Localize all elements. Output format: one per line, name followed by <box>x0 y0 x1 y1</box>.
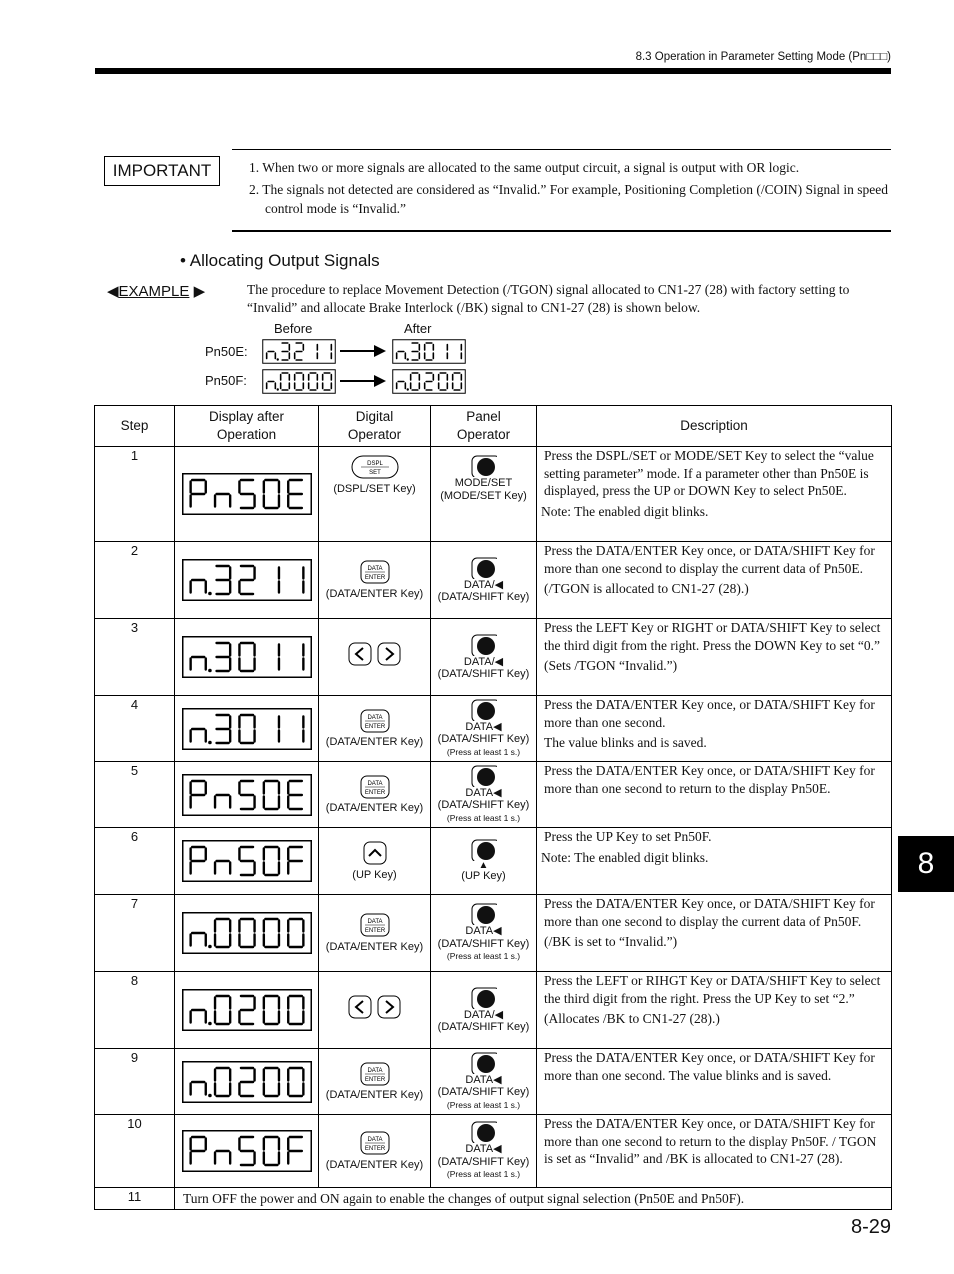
pn50e-before-display <box>262 339 336 364</box>
header-panel: Panel Operator <box>431 406 537 447</box>
panel-key-label: (Press at least 1 s.) <box>446 1169 521 1180</box>
panel-round-key-icon[interactable] <box>471 765 497 787</box>
key-text: DATA <box>366 714 383 721</box>
panel-key-label: (Press at least 1 s.) <box>446 746 521 757</box>
key-text: ENTER <box>364 1076 385 1083</box>
panel-round-key-icon[interactable] <box>471 987 497 1009</box>
panel-key-label: MODE/SET <box>454 477 513 489</box>
panel-key-label: (DATA/SHIFT Key) <box>437 799 530 812</box>
step-description: Press the DATA/ENTER Key once, or DATA/SHIFT Key for more than one second to display the current data of Pn50F. <box>544 896 875 929</box>
step-number: 5 <box>95 762 175 828</box>
panel-key-label: DATA/◀ <box>463 578 504 591</box>
pn50f-label: Pn50F: <box>205 373 247 388</box>
data-enter-key-icon[interactable] <box>360 775 390 799</box>
panel-key-label: (Press at least 1 s.) <box>446 951 521 962</box>
key-text: DATA <box>366 566 383 572</box>
description-cell <box>537 1115 892 1188</box>
pn50e-label: Pn50E: <box>205 344 248 359</box>
panel-operator-cell <box>431 762 537 828</box>
panel-operator-cell <box>431 619 537 696</box>
right-triangle-icon: ▶ <box>189 283 206 300</box>
key-text: ENTER <box>364 1146 385 1152</box>
display-cell <box>175 828 319 895</box>
panel-round-key-icon[interactable] <box>471 699 497 721</box>
step-extra: (Allocates /BK to CN1-27 (28).) <box>544 1011 720 1026</box>
digital-operator-cell <box>319 895 431 972</box>
key-text: SET <box>368 470 381 476</box>
table-row <box>95 696 892 762</box>
step-description: Press the LEFT Key or RIGHT or DATA/SHIFT Key to select the third digit from the right. Press the DOWN Key to set “0.” <box>544 620 881 653</box>
display-cell <box>175 895 319 972</box>
key-text: DATA <box>366 919 383 925</box>
panel-key-label: (Press at least 1 s.) <box>446 812 521 823</box>
running-header: 8.3 Operation in Parameter Setting Mode (Pn□□□) <box>635 51 891 63</box>
panel-key-label: (MODE/SET Key) <box>440 489 527 502</box>
description-cell <box>537 542 892 619</box>
panel-round-key-icon[interactable] <box>471 903 497 925</box>
table-header-row <box>95 406 892 447</box>
panel-round-key-icon[interactable] <box>471 634 497 656</box>
seven-segment-display <box>182 840 312 882</box>
digital-operator-cell <box>319 972 431 1049</box>
key-text: DSPL <box>366 461 383 467</box>
seven-segment-display <box>182 989 312 1031</box>
panel-operator-cell <box>431 447 537 542</box>
left-right-keys-icon[interactable] <box>348 995 402 1021</box>
description-cell <box>537 447 892 542</box>
key-text: DATA <box>366 780 383 787</box>
panel-round-key-icon[interactable] <box>471 839 497 861</box>
step-number: 2 <box>95 542 175 619</box>
seven-segment-display <box>182 636 312 678</box>
step-extra: (Sets /TGON “Invalid.”) <box>544 658 678 673</box>
panel-round-key-icon[interactable] <box>471 1052 497 1074</box>
seven-segment-display <box>182 708 312 750</box>
table-row <box>95 447 892 542</box>
panel-key-label: (DATA/SHIFT Key) <box>437 591 530 603</box>
step-number: 8 <box>95 972 175 1049</box>
header-rule <box>95 68 891 74</box>
page-number: 8-29 <box>850 1216 891 1238</box>
chapter-tab: 8 <box>898 836 954 892</box>
digital-operator-cell <box>319 828 431 895</box>
header-description: Description <box>537 406 892 447</box>
seven-segment-display <box>182 1061 312 1103</box>
dspl-set-key-icon[interactable] <box>351 455 399 479</box>
display-cell <box>175 972 319 1049</box>
display-cell <box>175 1115 319 1188</box>
key-text: ENTER <box>364 789 385 796</box>
panel-key-label: DATA◀ <box>465 1073 502 1086</box>
panel-key-label: (UP Key) <box>461 870 506 883</box>
step-description: Press the DATA/ENTER Key once, or DATA/SHIFT Key for more than one second to display the current data of Pn50E. <box>544 543 875 576</box>
seven-segment-display <box>182 1130 312 1172</box>
pn50e-after-display <box>392 339 466 364</box>
panel-operator-cell <box>431 828 537 895</box>
step-note: Note: The enabled digit blinks. <box>541 503 709 519</box>
panel-key-label: (DATA/SHIFT Key) <box>437 733 530 746</box>
digital-key-label: (DATA/ENTER Key) <box>325 736 424 748</box>
panel-key-label: (DATA/SHIFT Key) <box>437 937 530 950</box>
panel-key-label: (DATA/SHIFT Key) <box>437 1155 530 1168</box>
header-display: Display after Operation <box>175 406 319 447</box>
example-label <box>107 282 205 300</box>
seven-segment-display <box>182 912 312 954</box>
table-row <box>95 828 892 895</box>
panel-key-label: DATA◀ <box>465 720 502 733</box>
important-label: IMPORTANT <box>104 156 220 186</box>
digital-operator-cell <box>319 1049 431 1115</box>
display-cell <box>175 447 319 542</box>
panel-operator-cell <box>431 1049 537 1115</box>
header-digital: Digital Operator <box>319 406 431 447</box>
key-text: ENTER <box>364 928 385 934</box>
step-description: Press the DATA/ENTER Key once, or DATA/SHIFT Key for more than one second to return to the display Pn50F. / TGON is set as “Invalid” and /BK is allocated to CN1-27 (28). <box>544 1116 877 1166</box>
step-description: Press the DATA/ENTER Key once, or DATA/SHIFT Key for more than one second to return to the display Pn50E. <box>544 763 875 796</box>
table-row <box>95 762 892 828</box>
arrows <box>340 343 388 393</box>
digital-operator-cell <box>319 762 431 828</box>
step-number: 10 <box>95 1115 175 1188</box>
display-cell <box>175 619 319 696</box>
panel-operator-cell <box>431 972 537 1049</box>
description-cell <box>537 972 892 1049</box>
header-step: Step <box>95 406 175 447</box>
description-cell <box>537 895 892 972</box>
digital-key-label: (DATA/ENTER Key) <box>325 1158 424 1171</box>
display-cell <box>175 696 319 762</box>
panel-key-label: DATA◀ <box>465 786 502 799</box>
seven-segment-display <box>182 559 312 601</box>
step-number: 9 <box>95 1049 175 1115</box>
description-cell <box>537 828 892 895</box>
up-arrow-icon: ▲ <box>478 860 489 872</box>
step-extra: (/BK is set to “Invalid.”) <box>544 934 678 949</box>
seven-segment-display <box>182 473 312 515</box>
step-extra: The value blinks and is saved. <box>544 735 707 750</box>
panel-key-label: DATA/◀ <box>463 1008 504 1021</box>
panel-key-label: DATA◀ <box>465 925 502 938</box>
digital-key-label: (DATA/ENTER Key) <box>325 940 424 953</box>
data-enter-key-icon[interactable] <box>360 1062 390 1086</box>
description-cell <box>537 762 892 828</box>
description-cell <box>537 619 892 696</box>
panel-key-label: (DATA/SHIFT Key) <box>437 1021 530 1033</box>
table-row <box>95 1049 892 1115</box>
table-row <box>95 1188 892 1210</box>
panel-key-label: (Press at least 1 s.) <box>446 1099 521 1110</box>
digital-operator-cell <box>319 696 431 762</box>
final-instruction: Turn OFF the power and ON again to enable the changes of output signal selection (Pn50E and Pn50F). <box>175 1188 892 1210</box>
step-description: Press the DSPL/SET or MODE/SET Key to select the “value setting parameter” mode. If a parameter other than Pn50E is displayed, press the UP or DOWN Key to select Pn50E. <box>544 448 874 498</box>
panel-operator-cell <box>431 542 537 619</box>
after-label: After <box>404 321 432 336</box>
step-description: Press the DATA/ENTER Key once, or DATA/SHIFT Key for more than one second. <box>544 697 875 730</box>
step-extra: (/TGON is allocated to CN1-27 (28).) <box>544 581 749 596</box>
data-enter-key-icon[interactable] <box>360 913 390 937</box>
left-right-keys-icon[interactable] <box>348 642 402 668</box>
table-row <box>95 619 892 696</box>
important-item-2: 2. The signals not detected are considered as “Invalid.” For example, Positioning Completion (/COIN) Signal in speed control mode is “Invalid.” <box>249 182 888 216</box>
step-number: 6 <box>95 828 175 895</box>
panel-round-key-icon[interactable] <box>471 455 497 477</box>
up-key-icon[interactable] <box>363 841 387 865</box>
data-enter-key-icon[interactable] <box>360 1131 390 1155</box>
panel-operator-cell <box>431 1115 537 1188</box>
panel-round-key-icon[interactable] <box>471 1121 497 1143</box>
procedure-table <box>94 405 892 1210</box>
digital-operator-cell <box>319 1115 431 1188</box>
display-cell <box>175 542 319 619</box>
panel-key-label: DATA◀ <box>465 1143 502 1156</box>
digital-key-label: (DATA/ENTER Key) <box>325 587 424 600</box>
seven-segment-display <box>182 774 312 816</box>
panel-key-label: (DATA/SHIFT Key) <box>437 1086 530 1099</box>
left-triangle-icon: ◀ <box>107 283 119 300</box>
important-item-1: 1. When two or more signals are allocated to the same output circuit, a signal is output with OR logic. <box>249 160 800 175</box>
example-text-label: EXAMPLE <box>118 283 190 300</box>
table-row <box>95 972 892 1049</box>
step-note: Note: The enabled digit blinks. <box>541 849 709 865</box>
panel-key-label: (DATA/SHIFT Key) <box>437 668 530 680</box>
step-description: Press the LEFT or RIHGT Key or DATA/SHIFT Key to select the third digit from the right. Press the UP Key to set “2.” <box>544 973 881 1006</box>
digital-operator-cell <box>319 619 431 696</box>
step-number: 7 <box>95 895 175 972</box>
digital-operator-cell <box>319 447 431 542</box>
panel-operator-cell <box>431 895 537 972</box>
table-row <box>95 542 892 619</box>
description-cell <box>537 1049 892 1115</box>
important-top-rule <box>232 149 891 150</box>
step-number: 4 <box>95 696 175 762</box>
digital-key-label: (DSPL/SET Key) <box>333 482 416 495</box>
step-number: 3 <box>95 619 175 696</box>
step-description: Press the DATA/ENTER Key once, or DATA/SHIFT Key for more than one second. The value blinks and is saved. <box>544 1050 875 1083</box>
pn50f-after-display <box>392 369 466 394</box>
digital-key-label: (UP Key) <box>352 868 397 881</box>
key-text: ENTER <box>364 723 385 730</box>
digital-key-label: (DATA/ENTER Key) <box>325 1089 424 1101</box>
important-bottom-rule <box>232 230 891 232</box>
key-text: ENTER <box>364 575 385 581</box>
pn50f-before-display <box>262 369 336 394</box>
panel-operator-cell <box>431 696 537 762</box>
example-description: The procedure to replace Movement Detection (/TGON) signal allocated to CN1-27 (28) with factory setting to “Invalid” and allocate Brake Interlock (/BK) signal to CN1-27 (28) is shown below. <box>247 282 850 315</box>
step-description: Press the UP Key to set Pn50F. <box>544 829 712 844</box>
data-enter-key-icon[interactable] <box>360 709 390 733</box>
key-text: DATA <box>366 1137 383 1143</box>
description-cell <box>537 696 892 762</box>
table-row <box>95 1115 892 1188</box>
data-enter-key-icon[interactable] <box>360 560 390 584</box>
display-cell <box>175 762 319 828</box>
digital-key-label: (DATA/ENTER Key) <box>325 802 424 814</box>
display-cell <box>175 1049 319 1115</box>
before-label: Before <box>274 321 313 336</box>
table-row <box>95 895 892 972</box>
step-number: 11 <box>95 1188 175 1210</box>
panel-key-label: DATA/◀ <box>463 655 504 668</box>
step-number: 1 <box>95 447 175 542</box>
digital-operator-cell <box>319 542 431 619</box>
panel-round-key-icon[interactable] <box>471 557 497 579</box>
key-text: DATA <box>366 1067 383 1074</box>
section-title: • Allocating Output Signals <box>180 251 380 270</box>
